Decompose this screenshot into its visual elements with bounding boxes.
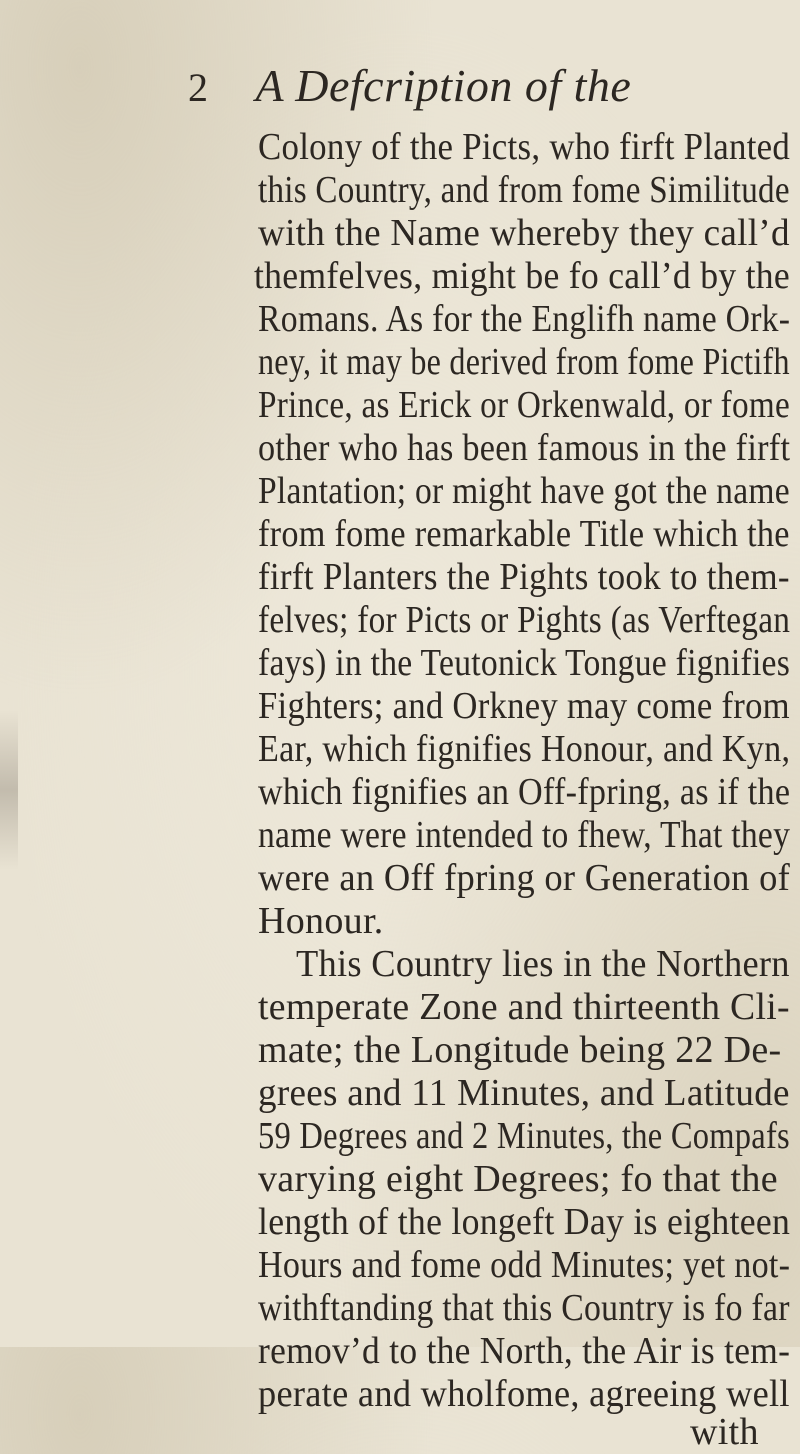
text-line: firft Planters the Pights took to them- (258, 556, 790, 598)
text-line: were an Off fpring or Generation of (258, 857, 791, 899)
text-line: name were intended to fhew, That they (258, 814, 791, 856)
page-number: 2 (188, 65, 208, 110)
text-line: with the Name whereby they call’d (258, 212, 790, 254)
text-line: from fome remarkable Title which the (258, 513, 790, 555)
running-title: A Defcription of the (255, 60, 632, 111)
text-line: Prince, as Erick or Orkenwald, or fome (258, 384, 790, 426)
text-line: themfelves, might be fo call’d by the (254, 255, 791, 297)
text-line: temperate Zone and thirteenth Cli- (258, 986, 790, 1028)
text-line: this Country, and from fome Similitude (258, 169, 790, 211)
text-line: Hours and fome odd Minutes; yet not- (258, 1244, 791, 1286)
text-line: Fighters; and Orkney may come from (258, 685, 790, 727)
text-line: other who has been famous in the firft (258, 427, 791, 469)
text-line: 59 Degrees and 2 Minutes, the Compafs (258, 1115, 790, 1157)
text-line: varying eight Degrees; fo that the (258, 1158, 778, 1200)
text-line: length of the longeft Day is eighteen (258, 1201, 791, 1243)
text-line: fays) in the Teutonick Tongue fignifies (258, 642, 791, 684)
text-line: Colony of the Picts, who firft Planted (258, 126, 791, 168)
text-line: felves; for Picts or Pights (as Verftegan (258, 599, 791, 641)
text-line: remov’d to the North, the Air is tem- (258, 1330, 791, 1372)
text-line: Romans. As for the Englifh name Ork- (258, 298, 791, 340)
text-line: Honour. (258, 900, 384, 942)
text-line: which fignifies an Off-fpring, as if the (258, 771, 791, 813)
text-line: with (690, 1411, 759, 1453)
text-line: mate; the Longitude being 22 De- (258, 1029, 782, 1071)
text-line: withftanding that this Country is fo far (258, 1287, 790, 1329)
running-head (188, 58, 748, 116)
text-line: This Country lies in the Northern (296, 943, 790, 985)
text-line: grees and 11 Minutes, and Latitude (258, 1072, 790, 1114)
text-line: perate and wholfome, agreeing well (258, 1373, 790, 1415)
text-line: Ear, which fignifies Honour, and Kyn, (258, 728, 791, 770)
text-line: Plantation; or might have got the name (258, 470, 790, 512)
page-edge-shadow (0, 710, 18, 870)
text-line: ney, it may be derived from fome Pictifh (258, 341, 790, 383)
